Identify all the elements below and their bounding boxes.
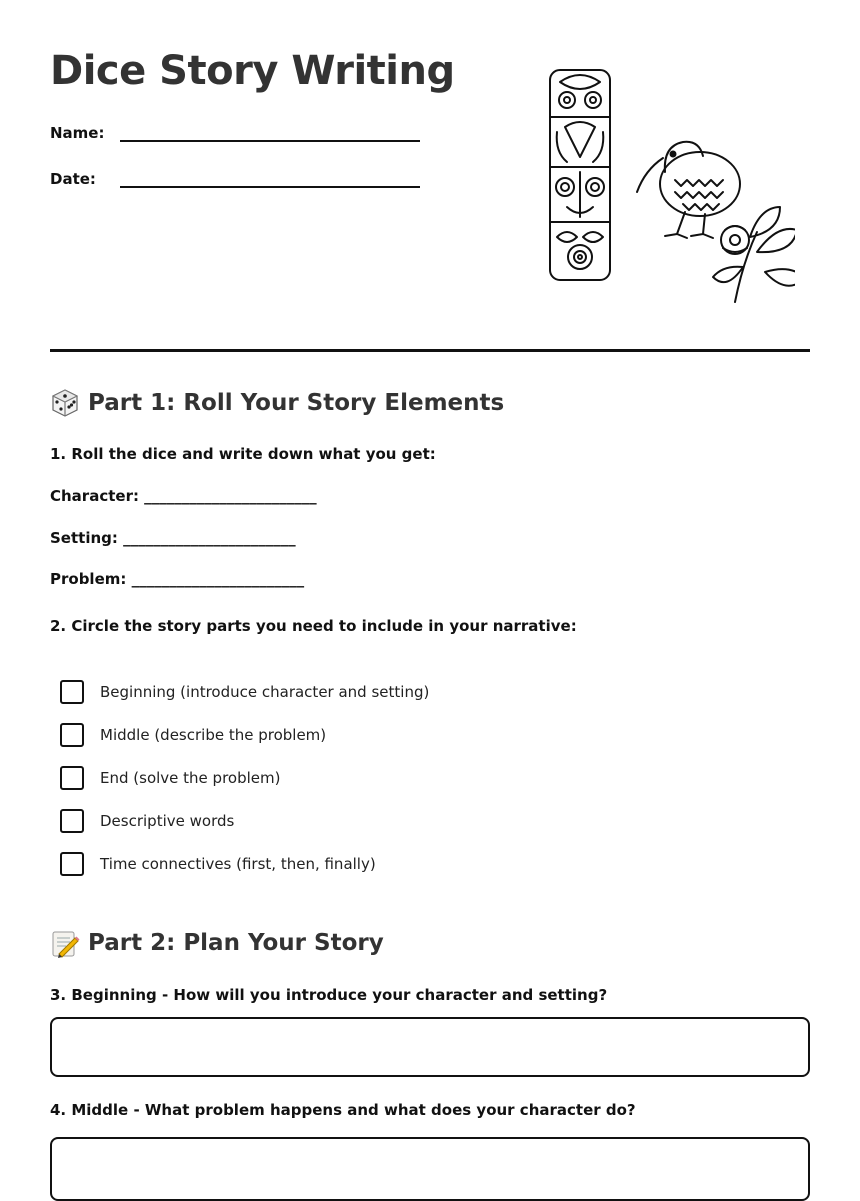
date-field[interactable] [50,164,430,194]
name-label: Name: [50,124,105,142]
checklist-item[interactable] [60,722,326,748]
carving-kiwi-flower-illustration [545,62,795,312]
checklist-item[interactable] [60,808,234,834]
middle-answer-box[interactable] [50,1137,810,1201]
question-2: 2. Circle the story parts you need to include in your narrative: [50,617,577,635]
part1-heading-text: Part 1: Roll Your Story Elements [88,390,505,416]
date-line[interactable] [120,186,420,188]
checklist-item[interactable] [60,765,280,791]
worksheet-title: Dice Story Writing [50,48,455,94]
setting-line[interactable]: Setting: _______________________ [50,529,296,547]
worksheet-page [50,0,810,1161]
checkbox[interactable] [60,680,84,704]
checklist-item[interactable] [60,851,376,877]
checkbox[interactable] [60,766,84,790]
question-3: 3. Beginning - How will you introduce your character and setting? [50,986,608,1004]
dice-icon [50,388,80,418]
part1-heading [50,388,504,418]
checklist-label: End (solve the problem) [100,769,281,787]
name-line[interactable] [120,140,420,142]
name-field[interactable] [50,118,430,148]
question-4: 4. Middle - What problem happens and what does your character do? [50,1101,636,1119]
question-1: 1. Roll the dice and write down what you get: [50,445,436,463]
date-label: Date: [50,170,96,188]
checklist-label: Beginning (introduce character and setting) [100,683,430,701]
checkbox[interactable] [60,852,84,876]
character-line[interactable]: Character: _______________________ [50,487,317,505]
beginning-answer-box[interactable] [50,1017,810,1077]
checkbox[interactable] [60,809,84,833]
checklist-label: Middle (describe the problem) [100,726,327,744]
checklist-item[interactable] [60,679,429,705]
checklist-label: Descriptive words [100,812,235,830]
memo-pencil-icon [50,928,80,958]
checkbox[interactable] [60,723,84,747]
checklist-label: Time connectives (first, then, finally) [100,855,376,873]
part2-heading [50,928,384,958]
problem-line[interactable]: Problem: _______________________ [50,570,305,588]
header-divider [50,349,810,352]
part2-heading-text: Part 2: Plan Your Story [88,930,384,956]
